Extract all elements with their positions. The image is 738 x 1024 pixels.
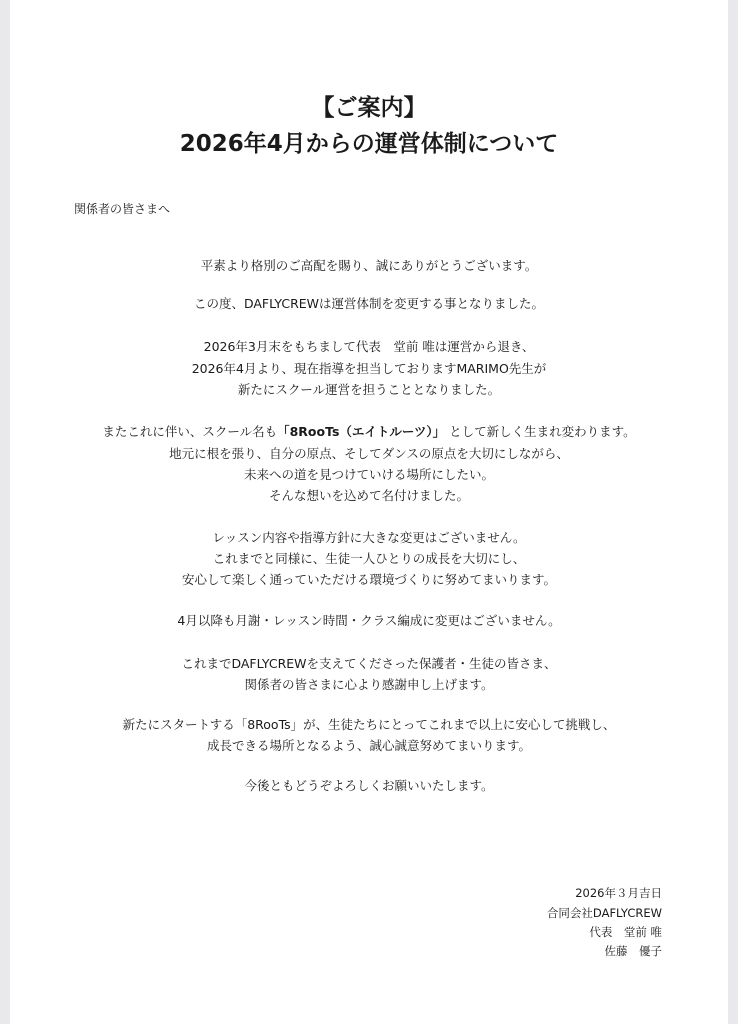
new-name-prefix: またこれに伴い、スクール名も — [102, 424, 278, 439]
paragraph-announcement: この度、DAFLYCREWは運営体制を変更する事となりました。 — [193, 296, 545, 311]
paragraph-name-meaning-line: 未来への道を見つけていける場所にしたい。 — [243, 467, 494, 482]
new-name-suffix: として新しく生まれ変わります。 — [445, 424, 636, 439]
signature-company: 合同会社DAFLYCREW — [546, 906, 662, 920]
paragraph-thanks-line: 関係者の皆さまに心より感謝申し上げます。 — [244, 677, 494, 692]
paragraph-lesson-policy-line: これまでと同様に、生徒一人ひとりの成長を大切にし、 — [212, 551, 526, 566]
paragraph-fees-unchanged: 4月以降も月謝・レッスン時間・クラス編成に変更はございません。 — [177, 613, 561, 628]
paragraph-greeting: 平素より格別のご高配を賜り、誠にありがとうございます。 — [200, 258, 538, 273]
new-school-name: 「8RooTs（エイトルーツ）」 — [277, 424, 446, 439]
paragraph-thanks-line: これまでDAFLYCREWを支えてくださった保護者・生徒の皆さま、 — [181, 656, 557, 671]
paragraph-new-name-line — [10, 423, 728, 441]
document-page — [10, 0, 728, 1024]
signature-date: 2026年３月吉日 — [575, 886, 662, 900]
paragraph-commitment-line: 成長できる場所となるよう、誠心誠意努めてまいります。 — [206, 738, 531, 753]
paragraph-lesson-policy-line: 安心して楽しく通っていただける環境づくりに努めてまいります。 — [181, 572, 556, 587]
page-title: 2026年4月からの運営体制について — [179, 131, 559, 157]
paragraph-transition-line: 2026年4月より、現在指導を担当しておりますMARIMO先生が — [191, 361, 547, 376]
paragraph-commitment-line: 新たにスタートする「8RooTs」が、生徒たちにとってこれまで以上に安心して挑戦し、 — [122, 717, 616, 732]
signature-representative: 代表 堂前 唯 — [589, 925, 662, 939]
paragraph-closing: 今後ともどうぞよろしくお願いいたします。 — [244, 778, 494, 793]
paragraph-name-meaning-line: そんな想いを込めて名付けました。 — [268, 488, 469, 503]
signature-name: 佐藤 優子 — [604, 944, 662, 958]
paragraph-lesson-policy-line: レッスン内容や指導方針に大きな変更はございません。 — [212, 530, 526, 545]
page-title-bracket: 【ご案内】 — [311, 95, 427, 121]
salutation: 関係者の皆さまへ — [74, 202, 171, 216]
paragraph-transition-line: 新たにスクール運営を担うこととなりました。 — [237, 382, 501, 397]
paragraph-name-meaning-line: 地元に根を張り、自分の原点、そしてダンスの原点を大切にしながら、 — [169, 446, 569, 461]
paragraph-transition-line: 2026年3月末をもちまして代表 堂前 唯は運営から退き、 — [203, 339, 535, 354]
